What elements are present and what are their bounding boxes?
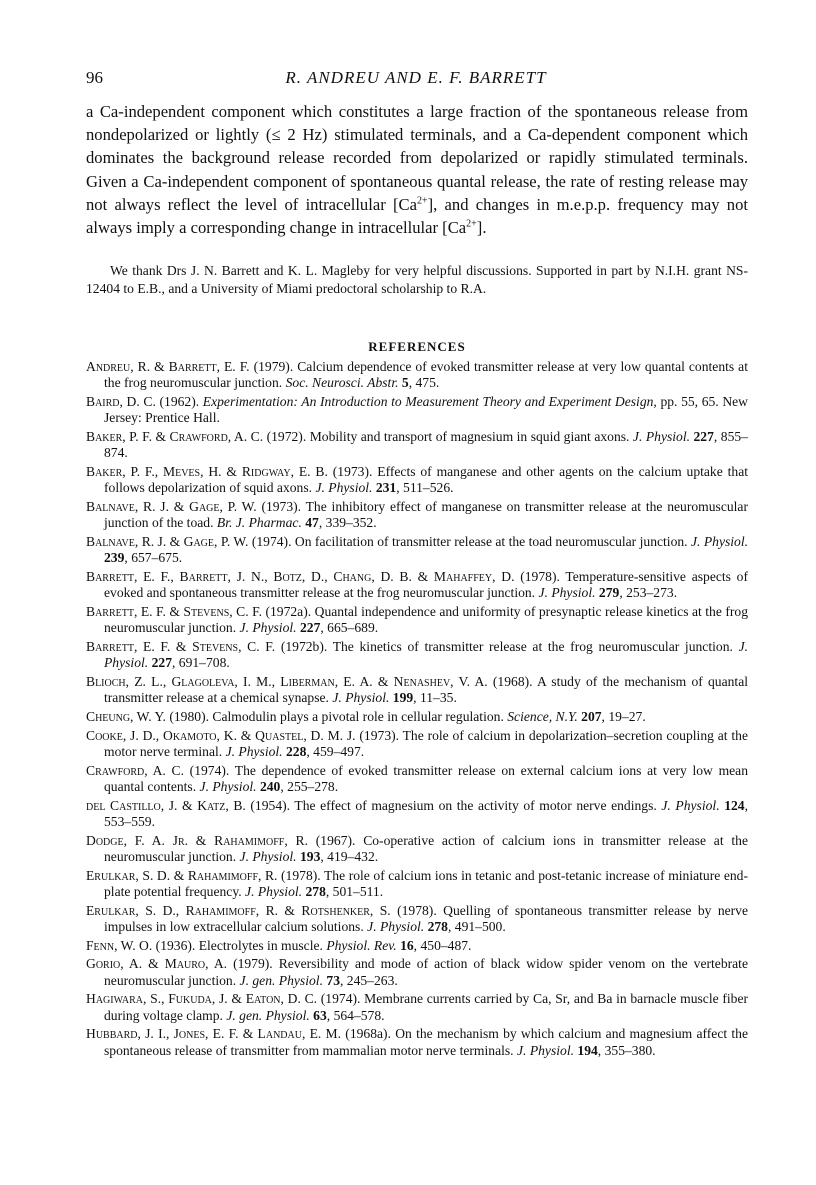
reference-pages: 11–35. bbox=[419, 690, 457, 706]
reference-authors: del Castillo, J. & Katz, B. bbox=[86, 797, 246, 813]
reference-title: The dependence of evoked transmitter release on external calcium ions at very low mean quantal contents. bbox=[104, 762, 749, 794]
reference-year: (1972). bbox=[266, 429, 307, 444]
reference-pages: 253–273. bbox=[626, 585, 678, 601]
reference-journal: J. Physiol. bbox=[199, 779, 257, 794]
reference-item: Dodge, F. A. Jr. & Rahamimoff, R. (1967). Co-operative action of calcium ions in transmitter release at the neuromuscular junction. J. Physiol. 193, 419–432. bbox=[86, 832, 748, 864]
reference-volume: 231 bbox=[375, 480, 397, 496]
reference-year: (1968a). bbox=[345, 1026, 391, 1042]
reference-item: Balnave, R. J. & Gage, P. W. (1973). The inhibitory effect of manganese on transmitter release at the neuromuscular junction of the toad. Br. J. Pharmac. 47, 339–352. bbox=[86, 499, 748, 531]
reference-title: Effects of manganese and other agents on the calcium uptake that follows depolarization of squid axons. bbox=[104, 464, 749, 496]
reference-journal: Soc. Neurosci. Abstr. bbox=[285, 375, 399, 391]
reference-journal: J. Physiol. bbox=[245, 884, 303, 899]
reference-pages: 564–578. bbox=[333, 1007, 385, 1023]
reference-title: Membrane currents carried by Ca, Sr, and Ba in barnacle muscle fiber during voltage clamp. bbox=[104, 991, 749, 1023]
reference-item: Crawford, A. C. (1974). The dependence of evoked transmitter release on external calcium ions at very low mean quantal contents. J. Physiol. 240, 255–278. bbox=[86, 762, 749, 794]
reference-title: Reversibility and mode of action of black widow spider venom on the vertebrate neuromuscular junction. bbox=[104, 956, 748, 988]
body-paragraph: a Ca-independent component which constitutes a large fraction of the spontaneous release from nondepolarized or lightly (≤ 2 Hz) stimulated terminals, and a Ca-dependent component which dominates the background release recorded from depolarized or rapidly stimulated terminals. Given a Ca-independent component of spontaneous quantal release, the rate of resting release may not always reflect the level of intracellular $[Ca^{2+}]$, and changes in m.e.p.p. frequency may not always imply a corresponding change in intracellular $[Ca^{2+}]$. bbox=[86, 102, 749, 238]
reference-year: (1972b). bbox=[280, 639, 328, 654]
reference-authors: Baker, P. F., Meves, H. & Ridgway, E. B. bbox=[86, 464, 328, 479]
reference-volume: 227 bbox=[693, 429, 714, 444]
reference-authors: Baker, P. F. & Crawford, A. C. bbox=[86, 429, 264, 444]
running-head: R. ANDREU AND E. F. BARRETT bbox=[285, 68, 547, 87]
reference-pages: 657–675. bbox=[131, 550, 183, 566]
reference-title: Temperature-sensitive aspects of evoked and spontaneous transmitter release at the frog neuromuscular junction. bbox=[104, 569, 749, 601]
reference-pages: 419–432. bbox=[327, 849, 379, 864]
reference-journal: J. Physiol. bbox=[315, 480, 373, 496]
reference-volume: 227 bbox=[299, 620, 321, 636]
reference-authors: Andreu, R. & Barrett, E. F. bbox=[86, 359, 250, 374]
reference-pages: 691–708. bbox=[178, 655, 230, 671]
reference-volume: 47 bbox=[305, 515, 319, 531]
reference-volume: 228 bbox=[285, 744, 307, 759]
reference-journal: J. Physiol. bbox=[632, 429, 691, 444]
reference-authors: Crawford, A. C. bbox=[86, 762, 184, 778]
reference-pages: 450–487. bbox=[420, 937, 472, 953]
reference-year: (1968). bbox=[492, 674, 533, 689]
reference-journal: J. gen. Physiol. bbox=[239, 972, 323, 988]
reference-journal: J. gen. Physiol. bbox=[226, 1007, 310, 1023]
reference-year: (1978). bbox=[281, 867, 321, 883]
reference-pages: 339–352. bbox=[325, 515, 377, 531]
page-header bbox=[86, 68, 746, 92]
reference-pages: 19–27. bbox=[608, 709, 646, 724]
reference-journal: J. Physiol. bbox=[691, 534, 749, 549]
reference-title: Electrolytes in muscle. bbox=[198, 937, 323, 953]
reference-pages: 245–263. bbox=[346, 972, 398, 988]
reference-volume: 239 bbox=[104, 550, 125, 566]
reference-pages: 491–500. bbox=[454, 919, 506, 934]
reference-year: (1967). bbox=[315, 832, 356, 848]
reference-year: (1978). bbox=[397, 902, 437, 918]
reference-journal: Science, N.Y. bbox=[507, 709, 578, 724]
reference-journal: J. Physiol. bbox=[239, 849, 297, 864]
reference-year: (1974). bbox=[189, 762, 230, 778]
reference-pages: 665–689. bbox=[327, 620, 379, 636]
references-heading: REFERENCES bbox=[368, 339, 466, 354]
reference-authors: Erulkar, S. D., Rahamimoff, R. & Rotshenker, S. bbox=[86, 902, 391, 918]
reference-item: Barrett, E. F., Barrett, J. N., Botz, D., Chang, D. B. & Mahaffey, D. (1978). Temperature-sensitive aspects of evoked and spontaneous transmitter release at the frog neuromuscular junction. J. Physiol. 279, 253–273. bbox=[86, 569, 749, 601]
reference-item: Hubbard, J. I., Jones, E. F. & Landau, E. M. (1968a). On the mechanism by which calcium and magnesium affect the spontaneous release of transmitter from mammalian motor nerve terminals. J. Physiol. 194, 355–380. bbox=[86, 1026, 748, 1058]
reference-authors: Barrett, E. F. & Stevens, C. F. bbox=[86, 604, 262, 619]
reference-year: (1980). bbox=[169, 709, 209, 724]
reference-authors: Fenn, W. O. bbox=[86, 937, 153, 953]
reference-authors: Barrett, E. F., Barrett, J. N., Botz, D., Chang, D. B. & Mahaffey, D. bbox=[86, 569, 515, 584]
reference-authors: Hagiwara, S., Fukuda, J. & Eaton, D. C. bbox=[86, 991, 318, 1007]
reference-year: (1979). bbox=[233, 956, 273, 972]
reference-journal: Physiol. Rev. bbox=[326, 937, 397, 953]
reference-title: A study of the mechanism of quantal transmitter release at a chemical synapse. bbox=[104, 674, 748, 706]
reference-item: Baker, P. F. & Crawford, A. C. (1972). Mobility and transport of magnesium in squid giant axons. J. Physiol. 227, 855–874. bbox=[86, 429, 748, 461]
reference-pages: 855–874. bbox=[104, 429, 748, 461]
reference-authors: Baird, D. C. bbox=[86, 394, 156, 409]
reference-list bbox=[86, 359, 748, 1061]
reference-pages: 501–511. bbox=[332, 884, 384, 899]
reference-authors: Cheung, W. Y. bbox=[86, 709, 166, 724]
reference-journal: J. Physiol. bbox=[538, 585, 596, 601]
reference-volume: 193 bbox=[299, 849, 321, 864]
reference-item: Hagiwara, S., Fukuda, J. & Eaton, D. C. (1974). Membrane currents carried by Ca, Sr, and Ba in barnacle muscle fiber during voltage clamp. J. gen. Physiol. 63, 564–578. bbox=[86, 991, 749, 1023]
reference-journal: J. Physiol. bbox=[225, 744, 283, 759]
reference-item: Gorio, A. & Mauro, A. (1979). Reversibility and mode of action of black widow spider venom on the vertebrate neuromuscular junction. J. gen. Physiol. 73, 245–263. bbox=[86, 956, 748, 988]
acknowledgements: We thank Drs J. N. Barrett and K. L. Magleby for very helpful discussions. Supported in part by N.I.H. grant NS-12404 to E.B., and a University of Miami predoctoral scholarship to R.A. bbox=[86, 263, 748, 296]
reference-item: Baker, P. F., Meves, H. & Ridgway, E. B. (1973). Effects of manganese and other agents on the calcium uptake that follows depolarization of squid axons. J. Physiol. 231, 511–526. bbox=[86, 464, 749, 496]
reference-authors: Gorio, A. & Mauro, A. bbox=[86, 956, 228, 972]
reference-title: On the mechanism by which calcium and magnesium affect the spontaneous release of transmitter from mammalian motor nerve terminals. bbox=[104, 1026, 748, 1058]
reference-item: Fenn, W. O. (1936). Electrolytes in muscle. Physiol. Rev. 16, 450–487. bbox=[86, 937, 472, 953]
reference-title: The effect of magnesium on the activity of motor nerve endings. bbox=[294, 797, 657, 813]
reference-authors: Barrett, E. F. & Stevens, C. F. bbox=[86, 639, 276, 654]
reference-title: The role of calcium in depolarization–secretion coupling at the motor nerve terminal. bbox=[104, 727, 748, 759]
reference-journal: J. Physiol. bbox=[516, 1042, 574, 1058]
reference-journal: J. Physiol. bbox=[661, 797, 720, 813]
reference-volume: 194 bbox=[577, 1042, 598, 1058]
reference-year: (1973). bbox=[359, 727, 400, 743]
reference-title: Mobility and transport of magnesium in squid giant axons. bbox=[309, 429, 630, 444]
reference-item: Andreu, R. & Barrett, E. F. (1979). Calcium dependence of evoked transmitter release at very low quantal contents at the frog neuromuscular junction. Soc. Neurosci. Abstr. 5, 475. bbox=[86, 359, 748, 391]
reference-item: Barrett, E. F. & Stevens, C. F. (1972a). Quantal independence and uniformity of presynaptic release kinetics at the frog neuromuscular junction. J. Physiol. 227, 665–689. bbox=[86, 604, 748, 636]
reference-pages: 511–526. bbox=[403, 480, 454, 496]
reference-authors: Balnave, R. J. & Gage, P. W. bbox=[86, 499, 257, 514]
reference-year: (1978). bbox=[520, 569, 560, 584]
reference-title: Quantal independence and uniformity of presynaptic release kinetics at the frog neuromuscular junction. bbox=[104, 604, 748, 636]
reference-year: (1973). bbox=[332, 464, 373, 479]
reference-volume: 279 bbox=[598, 585, 620, 601]
superscript-charge: 2+ bbox=[466, 218, 477, 230]
reference-item: Erulkar, S. D., Rahamimoff, R. & Rotshenker, S. (1978). Quelling of spontaneous transmitter release by nerve impulses in low extracellular calcium solutions. J. Physiol. 278, 491–500. bbox=[86, 902, 749, 934]
reference-year: (1972a). bbox=[265, 604, 312, 619]
reference-item: Blioch, Z. L., Glagoleva, I. M., Liberman, E. A. & Nenashev, V. A. (1968). A study of the mechanism of quantal transmitter release at a chemical synapse. J. Physiol. 199, 11–35. bbox=[86, 674, 748, 706]
reference-journal: J. Physiol. bbox=[104, 639, 748, 671]
reference-title: The role of calcium ions in tetanic and post-tetanic increase of miniature end-plate potential frequency. bbox=[104, 867, 749, 899]
reference-year: (1979). bbox=[253, 359, 294, 374]
reference-title: The kinetics of transmitter release at the frog neuromuscular junction. bbox=[332, 639, 733, 654]
reference-authors: Cooke, J. D., Okamoto, K. & Quastel, D. M. J. bbox=[86, 727, 356, 743]
reference-year: (1973). bbox=[261, 499, 302, 514]
reference-journal: J. Physiol. bbox=[239, 620, 297, 636]
reference-volume: 124 bbox=[724, 797, 745, 813]
reference-title: Calcium dependence of evoked transmitter release at very low quantal contents at the frog neuromuscular junction. bbox=[104, 359, 748, 391]
reference-item: Cheung, W. Y. (1980). Calmodulin plays a pivotal role in cellular regulation. Science, N.Y. 207, 19–27. bbox=[86, 709, 646, 724]
reference-journal: J. Physiol. bbox=[367, 919, 425, 934]
reference-journal: Br. J. Pharmac. bbox=[216, 515, 302, 531]
reference-pages: 355–380. bbox=[604, 1042, 656, 1058]
reference-journal: J. Physiol. bbox=[332, 690, 390, 706]
reference-volume: 16 bbox=[400, 937, 414, 953]
reference-volume: 63 bbox=[313, 1007, 327, 1023]
reference-year: (1962). bbox=[159, 394, 200, 409]
reference-title: On facilitation of transmitter release at the toad neuromuscular junction. bbox=[294, 534, 688, 549]
reference-item: Barrett, E. F. & Stevens, C. F. (1972b). The kinetics of transmitter release at the frog neuromuscular junction. J. Physiol. 227, 691–708. bbox=[86, 639, 748, 671]
reference-volume: 227 bbox=[151, 655, 172, 671]
reference-title: Co-operative action of calcium ions in transmitter release at the neuromuscular junction. bbox=[104, 832, 748, 864]
reference-pages: 553–559. bbox=[104, 814, 155, 829]
reference-year: (1954). bbox=[250, 797, 291, 813]
reference-volume: 278 bbox=[305, 884, 326, 899]
reference-item: Erulkar, S. D. & Rahamimoff, R. (1978). The role of calcium ions in tetanic and post-tetanic increase of miniature end-plate potential frequency. J. Physiol. 278, 501–511. bbox=[86, 867, 749, 899]
reference-item: Balnave, R. J. & Gage, P. W. (1974). On facilitation of transmitter release at the toad neuromuscular junction. J. Physiol. 239, 657–675. bbox=[86, 534, 749, 566]
reference-volume: 240 bbox=[259, 779, 281, 794]
reference-authors: Erulkar, S. D. & Rahamimoff, R. bbox=[86, 867, 278, 883]
reference-authors: Balnave, R. J. & Gage, P. W. bbox=[86, 534, 249, 549]
reference-authors: Dodge, F. A. Jr. & Rahamimoff, R. bbox=[86, 832, 308, 848]
reference-volume: 199 bbox=[392, 690, 414, 706]
reference-volume: 207 bbox=[581, 709, 602, 724]
reference-volume: 5 bbox=[401, 375, 409, 391]
page-number: 96 bbox=[86, 68, 103, 87]
reference-pages: 475. bbox=[415, 375, 440, 391]
reference-year: (1974). bbox=[320, 991, 361, 1007]
reference-title: Calmodulin plays a pivotal role in cellular regulation. bbox=[212, 709, 504, 724]
reference-title: Quelling of spontaneous transmitter release by nerve impulses in low extracellular calcium solutions. bbox=[104, 902, 749, 934]
reference-year: (1936). bbox=[155, 937, 196, 953]
superscript-charge: 2+ bbox=[416, 195, 428, 207]
reference-title: The inhibitory effect of manganese on transmitter release at the neuromuscular junction of the toad. bbox=[104, 499, 748, 531]
reference-volume: 73 bbox=[326, 972, 340, 988]
reference-year: (1974). bbox=[251, 534, 292, 549]
reference-pages: pp. 55, 65. New Jersey: Prentice Hall. bbox=[104, 394, 748, 426]
reference-authors: Blioch, Z. L., Glagoleva, I. M., Liberman, E. A. & Nenashev, V. A. bbox=[86, 674, 488, 689]
reference-pages: 255–278. bbox=[287, 779, 339, 794]
reference-item: del Castillo, J. & Katz, B. (1954). The effect of magnesium on the activity of motor nerve endings. J. Physiol. 124, 553–559. bbox=[86, 797, 748, 829]
reference-volume: 278 bbox=[427, 919, 448, 934]
reference-authors: Hubbard, J. I., Jones, E. F. & Landau, E. M. bbox=[86, 1026, 342, 1042]
reference-journal: Experimentation: An Introduction to Measurement Theory and Experiment Design bbox=[202, 394, 654, 409]
reference-pages: 459–497. bbox=[313, 744, 365, 759]
reference-item: Cooke, J. D., Okamoto, K. & Quastel, D. M. J. (1973). The role of calcium in depolarization–secretion coupling at the motor nerve terminal. J. Physiol. 228, 459–497. bbox=[86, 727, 748, 759]
reference-item: Baird, D. C. (1962). Experimentation: An Introduction to Measurement Theory and Experiment Design, pp. 55, 65. New Jersey: Prentice Hall. bbox=[86, 394, 748, 426]
